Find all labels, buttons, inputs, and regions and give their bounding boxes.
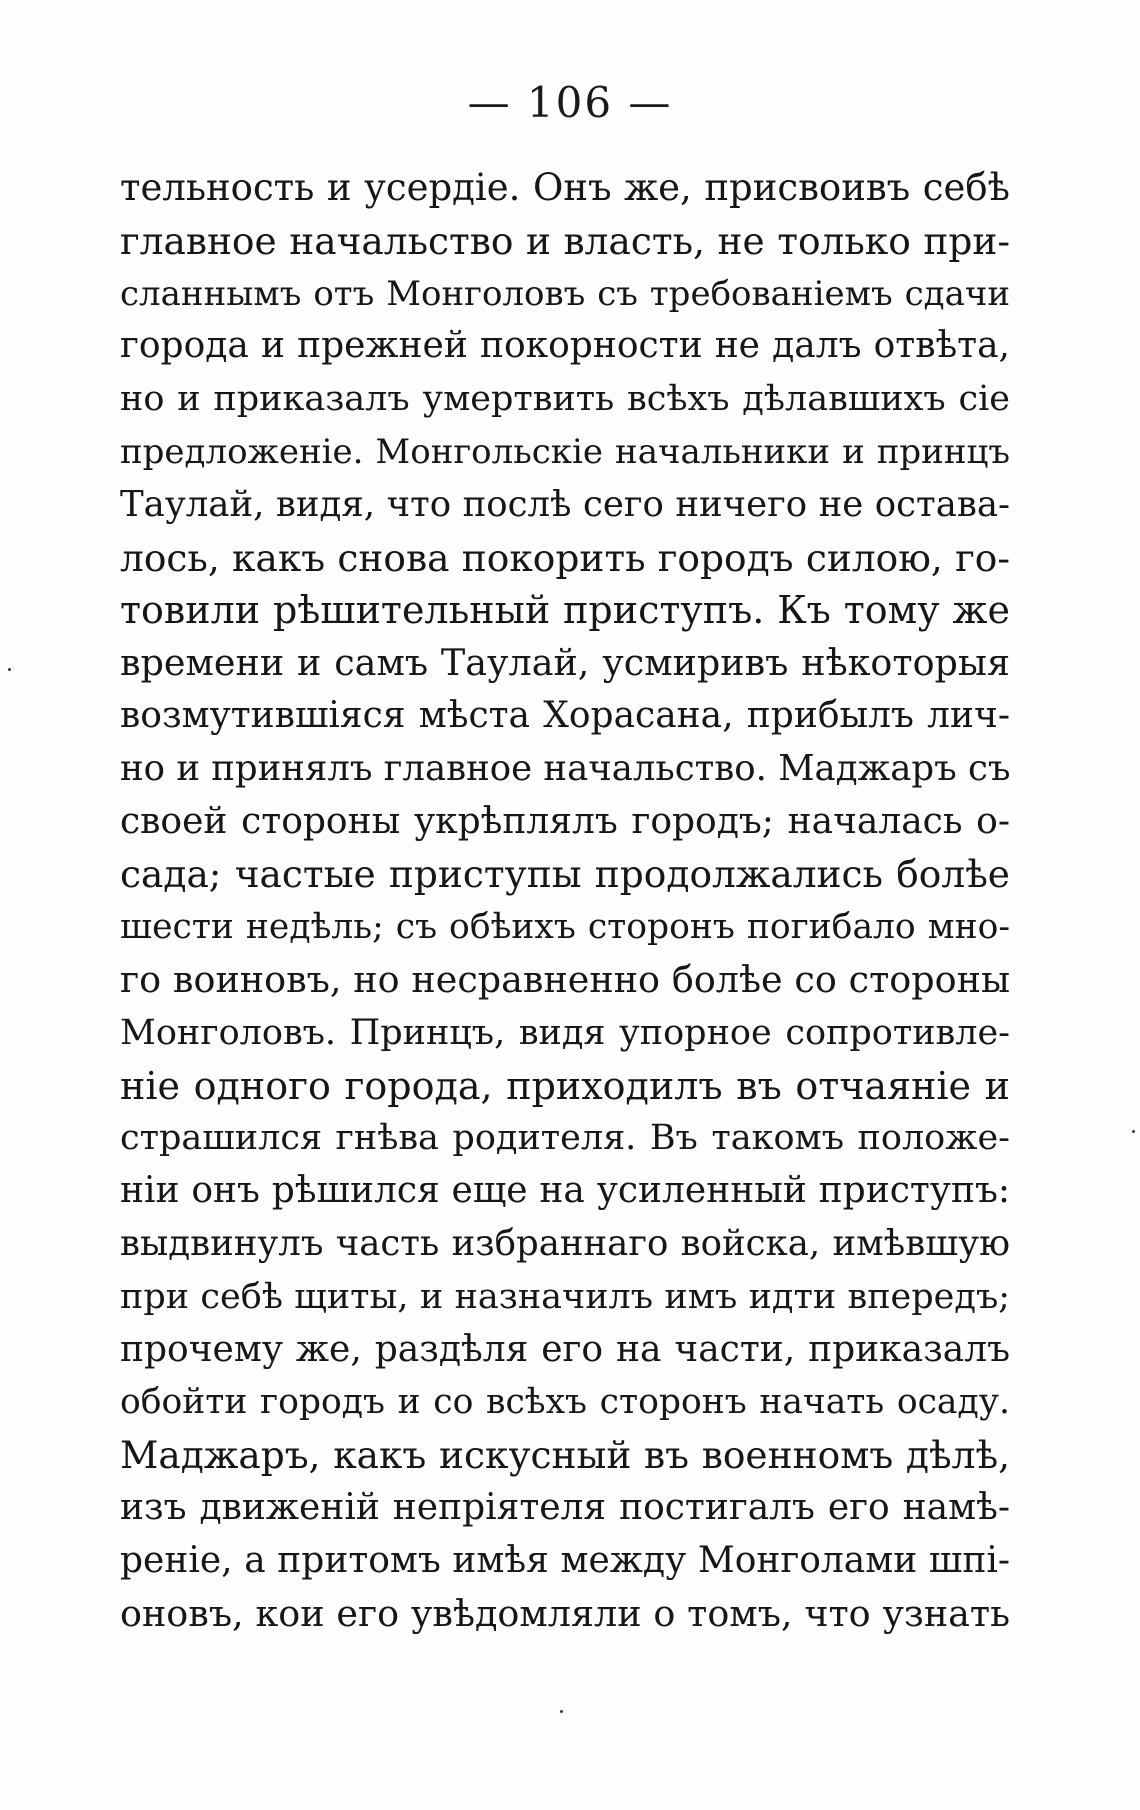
text-line: времени и самъ Таулай, усмиривъ нѣкоторыя	[120, 641, 1010, 685]
text-line: лось, какъ снова покорить городъ силою, го-	[120, 535, 1010, 580]
text-line: выдвинулъ часть избраннаго войска, имѣвшую	[120, 1222, 1010, 1264]
print-speck	[1132, 1130, 1135, 1133]
text-line: сланнымъ отъ Монголовъ съ требованіемъ сдачи	[120, 273, 1010, 314]
text-line: главное начальство и власть, не только при-	[120, 218, 1010, 263]
text-line: сада; частые приступы продолжались болѣе	[120, 852, 1010, 897]
body-text	[120, 162, 1010, 1640]
text-line: но и принялъ главное начальство. Маджаръ съ	[120, 747, 1010, 789]
text-line: при себѣ щиты, и назначилъ имъ идти впередъ;	[120, 1276, 1010, 1317]
text-line: ніи онъ рѣшился еще на усиленный приступъ:	[120, 1170, 1010, 1212]
text-line: тельность и усердіе. Онъ же, присвоивъ себѣ	[120, 166, 1010, 209]
text-line: го воиновъ, но несравненно болѣе со стороны	[120, 957, 1010, 1001]
text-line: оновъ, кои его увѣдомляли о томъ, что узнать	[120, 1591, 1010, 1635]
text-line: возмутившіяся мѣста Хорасана, прибылъ лич-	[120, 694, 1010, 736]
text-line: изъ движеній непріятеля постигалъ его намѣ-	[120, 1486, 1010, 1528]
text-line: шести недѣль; съ обѣихъ сторонъ погибало мно-	[120, 907, 1010, 948]
text-line: но и приказалъ умертвить всѣхъ дѣлавшихъ сіе	[120, 379, 1010, 420]
text-line: Маджаръ, какъ искусный въ военномъ дѣлѣ,	[120, 1433, 1010, 1478]
text-line: прочему же, раздѣля его на части, приказалъ	[120, 1328, 1010, 1370]
text-line: Монголовъ. Принцъ, видя упорное сопротивле-	[120, 1012, 1010, 1053]
text-line: своей стороны укрѣплялъ городъ; началась о-	[120, 800, 1010, 842]
print-speck	[8, 668, 11, 671]
text-line: обойти городъ и со всѣхъ сторонъ начать осаду.	[120, 1382, 1010, 1423]
text-line: предложеніе. Монгольскіе начальники и принцъ	[120, 431, 1010, 472]
text-line: товили рѣшительный приступъ. Къ тому же	[120, 588, 1010, 633]
text-line: города и прежней покорности не далъ отвѣта,	[120, 325, 1010, 367]
text-line: страшился гнѣва родителя. Въ такомъ положе-	[120, 1118, 1010, 1159]
text-line: ніе одного города, приходилъ въ отчаяніе и	[120, 1063, 1010, 1108]
text-line: Таулай, видя, что послѣ сего ничего не остава-	[120, 483, 1010, 525]
text-line: реніе, а притомъ имѣя между Монголами шпі-	[120, 1539, 1010, 1581]
print-speck	[560, 1710, 563, 1713]
page-number: — 106 —	[467, 78, 673, 127]
